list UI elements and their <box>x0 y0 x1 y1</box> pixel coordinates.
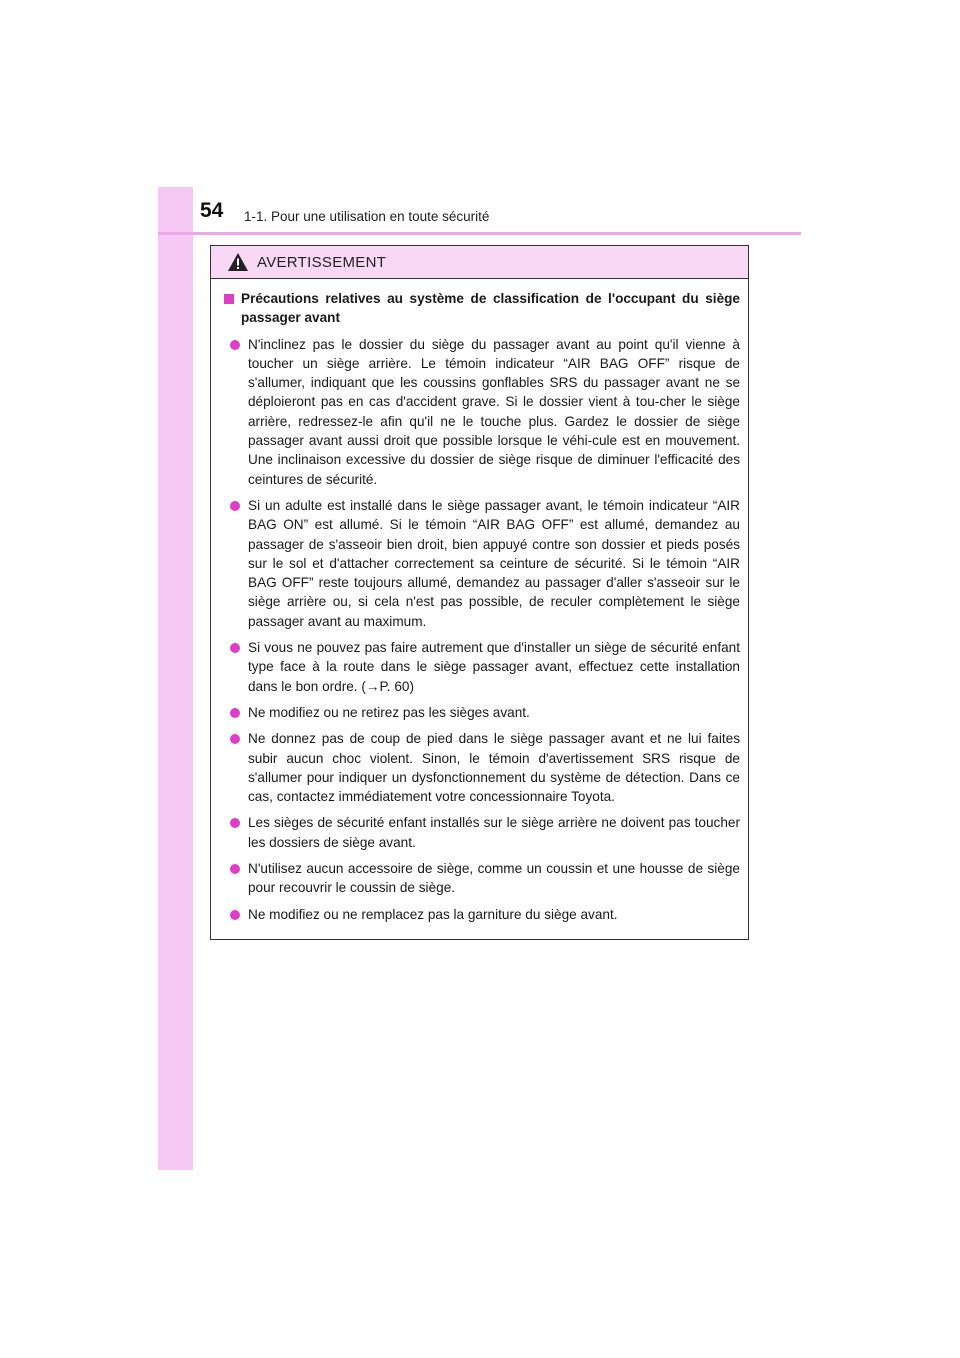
list-item <box>230 703 740 722</box>
warning-triangle-icon <box>227 252 249 272</box>
bullet-icon <box>230 818 240 828</box>
list-item-text: N'utilisez aucun accessoire de siège, comme un coussin et une housse de siège pour recouvrir le coussin de siège. <box>248 861 740 896</box>
warning-box <box>210 245 749 940</box>
list-item <box>230 859 740 898</box>
list-item-text: Ne donnez pas de coup de pied dans le siège passager avant et ne lui faites subir aucun choc violent. Sinon, le témoin d'avertissement SRS risque de s'allumer pour indiquer un dysfonctionnement du système de détection. Dans ce cas, contactez immédiatement votre concessionnaire Toyota. <box>248 731 740 805</box>
list-item-text: Si un adulte est installé dans le siège passager avant, le témoin indicateur “AIR BAG ON” est allumé. Si le témoin “AIR BAG OFF” est allumé, demandez au passager de s'asseoir bien droit, bien appuyé contre son dossier et pieds posés sur le sol et d'attacher correctement sa ceinture de sécurité. Si le témoin “AIR BAG OFF” reste toujours allumé, demandez au passager d'aller s'asseoir sur le siège arrière ou, si cela n'est pas possible, de reculer complètement le siège passager avant au maximum. <box>248 497 740 629</box>
bullet-icon <box>230 864 240 874</box>
bullet-icon <box>230 340 240 350</box>
warning-body <box>211 279 748 924</box>
list-item-text: Les sièges de sécurité enfant installés sur le siège arrière ne doivent pas toucher les dossiers de siège avant. <box>248 815 740 850</box>
warning-title: AVERTISSEMENT <box>257 253 387 271</box>
list-item <box>230 638 740 696</box>
bullet-icon <box>230 734 240 744</box>
list-item <box>230 905 740 924</box>
header-divider <box>158 232 801 235</box>
bullet-icon <box>230 643 240 653</box>
square-bullet-icon <box>224 294 234 304</box>
list-item-text: Ne modifiez ou ne remplacez pas la garniture du siège avant. <box>248 906 618 922</box>
list-item-text: Ne modifiez ou ne retirez pas les sièges avant. <box>248 704 530 720</box>
bullet-icon <box>230 910 240 920</box>
list-item <box>230 729 740 806</box>
bullet-icon <box>230 708 240 718</box>
list-item <box>230 813 740 852</box>
section-title: Précautions relatives au système de classification de l'occupant du siège passager avant <box>241 291 740 326</box>
chapter-sidebar-tab <box>158 187 193 1170</box>
warning-header <box>211 246 748 279</box>
list-item <box>230 496 740 631</box>
list-item <box>230 335 740 489</box>
list-item-text: N'inclinez pas le dossier du siège du passager avant au point qu'il vienne à toucher un siège arrière. Le témoin indicateur “AIR BAG OFF” risque de s'allumer, indiquant que les coussins gonflables SRS du passager avant ne se déploieront pas en cas d'accident grave. Si le dossier vient à tou-cher le siège arrière, redressez-le afin qu'il ne le touche plus. Gardez le dossier de siège passager avant aussi droit que possible lorsque le véhi-cule est en mouvement. Une inclinaison excessive du dossier de siège risque de diminuer l'efficacité des ceintures de sécurité. <box>248 336 740 487</box>
list-item-text: Si vous ne pouvez pas faire autrement que d'installer un siège de sécurité enfant type face à la route dans le siège passager avant, effectuez cette installation dans le bon ordre. (→P. 60) <box>248 640 740 694</box>
section-heading <box>224 289 740 328</box>
page-number: 54 <box>200 199 224 222</box>
chapter-title: 1-1. Pour une utilisation en toute sécurité <box>244 209 490 224</box>
bullet-icon <box>230 501 240 511</box>
